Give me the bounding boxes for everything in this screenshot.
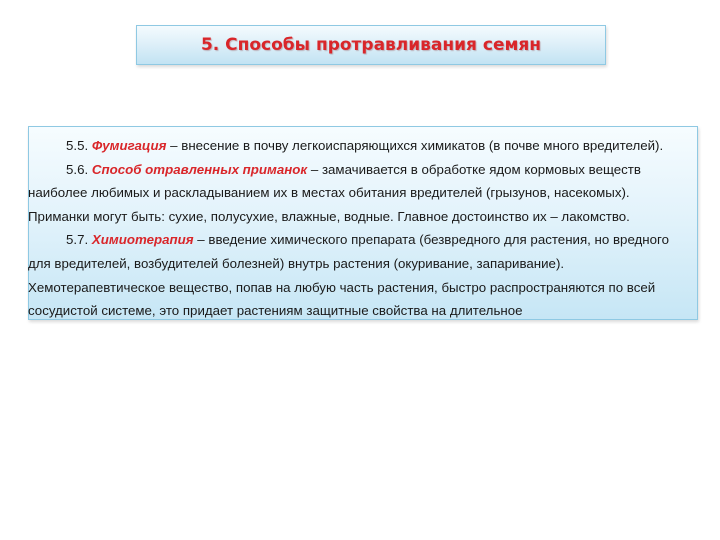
paragraph-number: 5.5. xyxy=(66,138,92,153)
paragraph-number: 5.7. xyxy=(66,232,92,248)
paragraph-text: – внесение в почву легкоиспаряющихся химикатов (в почве много вредителей). xyxy=(166,138,664,153)
title-box xyxy=(136,25,606,65)
paragraph-chemotherapy xyxy=(28,228,692,322)
paragraph-text: – замачивается в обработке ядом кормовых веществ наиболее любимых и раскладыванием их в местах обитания вредителей (грызунов, насекомых). Приманки могут быть: сухие, полусухие, влажные, водные. Главное достоинство их – лакомство. xyxy=(28,161,641,224)
paragraph-number: 5.6. xyxy=(66,161,92,177)
text-block xyxy=(28,134,692,323)
term-fumigation: Фумигация xyxy=(91,138,167,153)
paragraph-fumigation xyxy=(28,134,692,158)
term-poisoned-baits: Способ отравленных приманок xyxy=(91,161,308,177)
term-chemotherapy: Химиотерапия xyxy=(91,232,194,248)
slide-title: 5. Способы протравливания семян xyxy=(200,35,542,55)
paragraph-poisoned-baits xyxy=(28,158,692,229)
paragraph-text: – введение химического препарата (безвредного для растения, но вредного для вредителей, возбудителей болезней) внутрь растения (окуривание, запаривание). Хемотерапевтическое вещество, попав на любую часть растения, быстро распространяются по всей сосудистой системе, это придает растениям защитные свойства на длительное xyxy=(28,232,670,319)
